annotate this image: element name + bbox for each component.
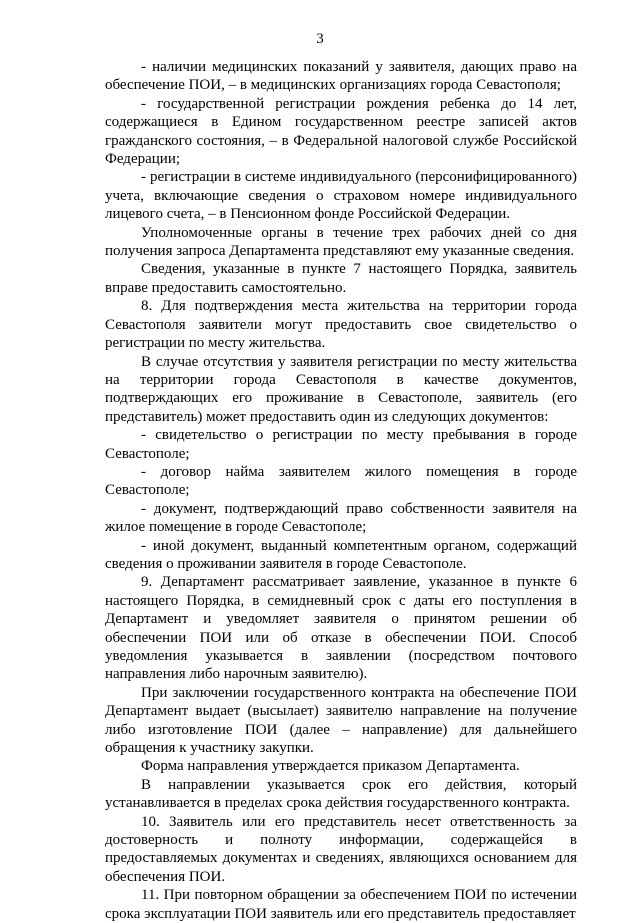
paragraph: - иной документ, выданный компетентным органом, содержащий сведения о проживании заявителя в городе Севастополе.: [105, 537, 577, 572]
document-body: [105, 58, 577, 923]
paragraph: В случае отсутствия у заявителя регистрации по месту жительства на территории города Севастополя в качестве документов, подтверждающих его проживание в Севастополе, заявитель (его представитель) может предоставить один из следующих документов:: [105, 353, 577, 425]
paragraph: - наличии медицинских показаний у заявителя, дающих право на обеспечение ПОИ, – в медицинских организациях города Севастополя;: [105, 59, 577, 94]
paragraph: В направлении указывается срок его действия, который устанавливается в пределах срока действия государственного контракта.: [105, 776, 577, 812]
paragraph: При заключении государственного контракта на обеспечение ПОИ Департамент выдает (высылает) заявителю направление на получение либо изготовление ПОИ (далее – направление) для дальнейшего обращения к участнику закупки.: [105, 684, 577, 757]
paragraph: Форма направления утверждается приказом Департамента.: [141, 758, 520, 775]
paragraph: - государственной регистрации рождения ребенка до 14 лет, содержащиеся в Едином государственном реестре записей актов гражданского состояния, – в Федеральной налоговой службе Российской Федерации;: [105, 95, 577, 168]
paragraph: - свидетельство о регистрации по месту пребывания в городе Севастополе;: [105, 427, 577, 462]
page-number: 3: [316, 31, 324, 47]
paragraph: - регистрации в системе индивидуального (персонифицированного) учета, включающие сведения о страховом номере индивидуального лицевого счета, – в Пенсионном фонде Российской Федерации.: [105, 169, 577, 223]
paragraph: 11. При повторном обращении за обеспечением ПОИ по истечении срока эксплуатации ПОИ заявитель или его представитель предоставляет: [105, 887, 577, 922]
paragraph: 10. Заявитель или его представитель несет ответственность за достоверность и полноту информации, содержащейся в предоставляемых документах и сведениях, являющихся основанием для обеспечения ПОИ.: [105, 813, 577, 885]
paragraph: - документ, подтверждающий право собственности заявителя на жилое помещение в городе Севастополе;: [105, 500, 577, 536]
paragraph: Сведения, указанные в пункте 7 настоящего Порядка, заявитель вправе предоставить самостоятельно.: [105, 261, 577, 296]
paragraph: - договор найма заявителем жилого помещения в городе Севастополе;: [105, 463, 577, 499]
paragraph: 9. Департамент рассматривает заявление, указанное в пункте 6 настоящего Порядка, в семидневный срок с даты его поступления в Департамент и уведомляет заявителя о принятом решении об обеспечении ПОИ или об отказе в обеспечении ПОИ. Способ уведомления указывается в заявлении (посредством почтового направления либо нарочным заявителю).: [105, 574, 577, 683]
paragraph: Уполномоченные органы в течение трех рабочих дней со дня получения запроса Департамента представляют ему указанные сведения.: [105, 224, 577, 260]
paragraph: 8. Для подтверждения места жительства на территории города Севастополя заявители могут предоставить свое свидетельство о регистрации по месту жительства.: [105, 298, 577, 352]
